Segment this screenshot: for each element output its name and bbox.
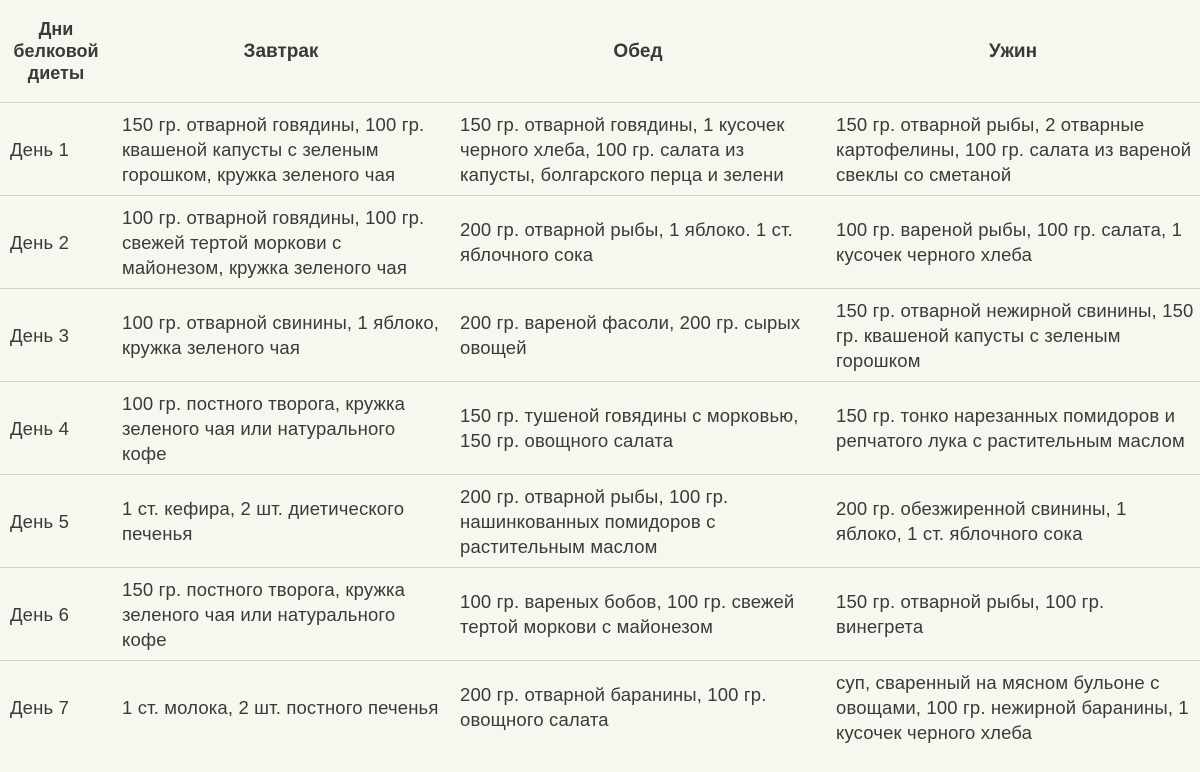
dinner-cell: 150 гр. отварной рыбы, 100 гр. винегрета xyxy=(826,568,1200,661)
table-body xyxy=(0,103,1200,754)
lunch-cell: 200 гр. отварной баранины, 100 гр. овощного салата xyxy=(460,684,767,731)
header-day: Дни белковой диеты xyxy=(0,0,112,103)
lunch-cell: 150 гр. тушеной говядины с морковью, 150 гр. овощного салата xyxy=(450,382,826,475)
breakfast-cell: 150 гр. отварной говядины, 100 гр. квашеной капусты с зеленым горошком, кружка зеленого чая xyxy=(112,103,450,196)
table-header xyxy=(0,0,1200,103)
day-cell: День 5 xyxy=(0,475,112,568)
table-row xyxy=(0,289,1200,382)
breakfast-cell: 100 гр. отварной говядины, 100 гр. свежей тертой моркови с майонезом, кружка зеленого чая xyxy=(112,196,450,289)
day-cell: День 2 xyxy=(0,196,112,289)
table-row xyxy=(0,661,1200,754)
day-cell: День 1 xyxy=(0,103,112,196)
lunch-cell: 150 гр. отварной говядины, 1 кусочек черного хлеба, 100 гр. салата из капусты, болгарского перца и зелени xyxy=(450,103,826,196)
breakfast-cell: 100 гр. отварной свинины, 1 яблоко, кружка зеленого чая xyxy=(112,289,450,382)
lunch-cell: 200 гр. отварной рыбы, 1 яблоко. 1 ст. яблочного сока xyxy=(450,196,826,289)
table-row xyxy=(0,382,1200,475)
table-row xyxy=(0,196,1200,289)
table-row xyxy=(0,568,1200,661)
table-row xyxy=(0,103,1200,196)
lunch-cell: 100 гр. вареных бобов, 100 гр. свежей тертой моркови с майонезом xyxy=(450,568,826,661)
dinner-cell: 150 гр. тонко нарезанных помидоров и репчатого лука с растительным маслом xyxy=(826,382,1200,475)
header-lunch: Обед xyxy=(450,0,826,103)
day-cell: День 3 xyxy=(0,289,112,382)
header-dinner: Ужин xyxy=(826,0,1200,103)
breakfast-cell: 1 ст. молока, 2 шт. постного печенья xyxy=(122,696,439,718)
header-breakfast: Завтрак xyxy=(112,0,450,103)
lunch-cell: 200 гр. вареной фасоли, 200 гр. сырых овощей xyxy=(450,289,826,382)
table-row xyxy=(0,475,1200,568)
breakfast-cell: 100 гр. постного творога, кружка зеленого чая или натурального кофе xyxy=(112,382,450,475)
header-row xyxy=(0,0,1200,103)
dinner-cell: 150 гр. отварной рыбы, 2 отварные картофелины, 100 гр. салата из вареной свеклы со сметаной xyxy=(826,103,1200,196)
breakfast-cell: 150 гр. постного творога, кружка зеленого чая или натурального кофе xyxy=(112,568,450,661)
day-cell: День 4 xyxy=(0,382,112,475)
lunch-cell: 200 гр. отварной рыбы, 100 гр. нашинкованных помидоров с растительным маслом xyxy=(450,475,826,568)
breakfast-cell: 1 ст. кефира, 2 шт. диетического печенья xyxy=(112,475,450,568)
day-cell: День 7 xyxy=(10,696,70,718)
dinner-cell: 200 гр. обезжиренной свинины, 1 яблоко, 1 ст. яблочного сока xyxy=(826,475,1200,568)
dinner-cell: 100 гр. вареной рыбы, 100 гр. салата, 1 кусочек черного хлеба xyxy=(826,196,1200,289)
dinner-cell: 150 гр. отварной нежирной свинины, 150 гр. квашеной капусты с зеленым горошком xyxy=(826,289,1200,382)
dinner-cell: суп, сваренный на мясном бульоне с овощами, 100 гр. нежирной баранины, 1 кусочек черного хлеба xyxy=(836,671,1189,743)
day-cell: День 6 xyxy=(0,568,112,661)
